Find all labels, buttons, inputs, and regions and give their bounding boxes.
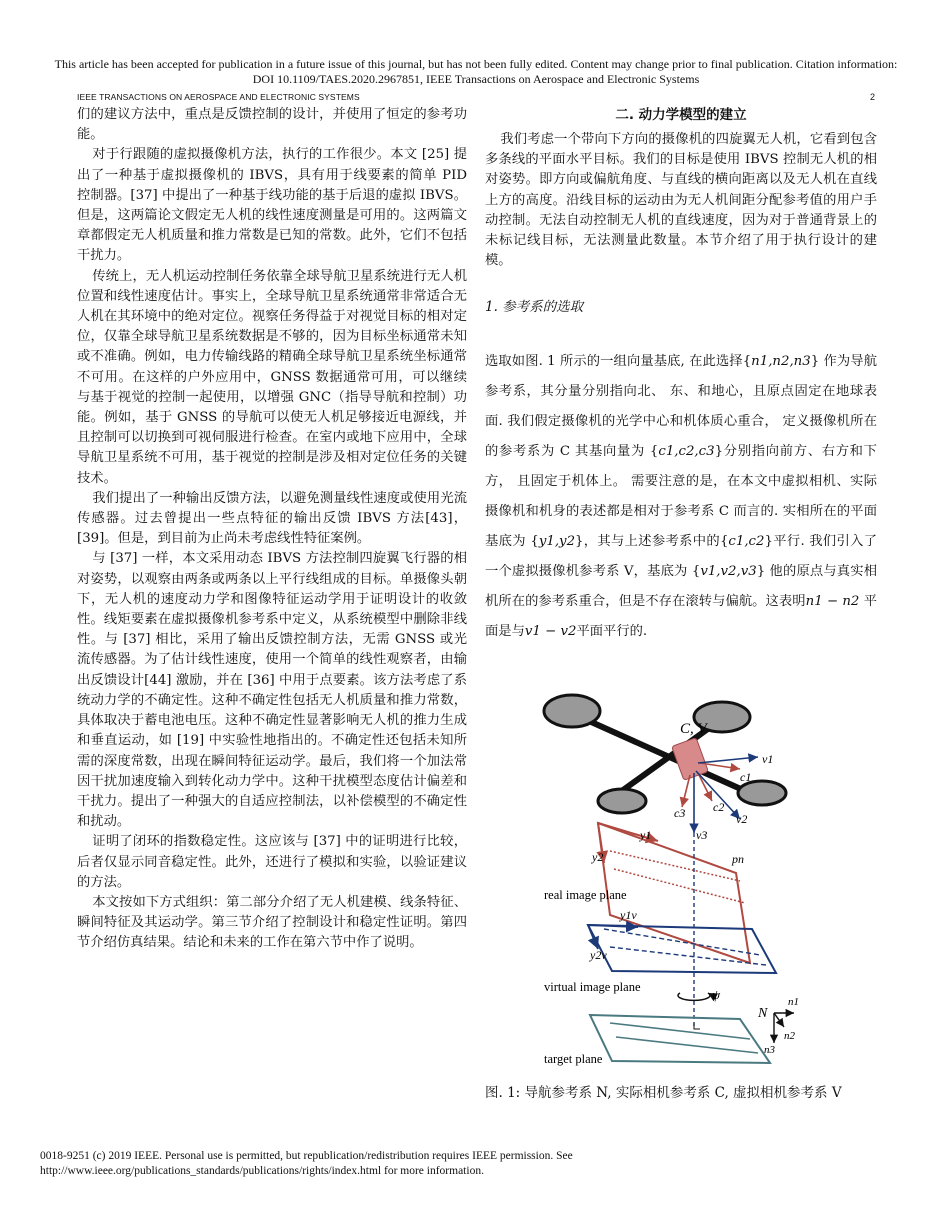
quadrotor-drone (544, 695, 786, 813)
label-v3: v3 (696, 828, 708, 842)
paragraph-2: 对于行跟随的虚拟摄像机方法，执行的工作很少。本文 [25] 提出了一种基于虚拟摄像机的 IBVS，具有用于线要素的简单 PID 控制器。[37] 中提出了一种基于线功能的基于后退的虚拟 IBVS。但是，这两篇论文假定无人机的线性速度测量是可用的。这两篇文章都假定无人机质量和推力常数是已知的常数。此外，它们不包括干扰力。 (77, 147, 467, 264)
text-b: } 作为导航参考系，其分量分别指向北、 东、和地心，且原点固定在地球表面. 我们假定摄像机的光学中心和机体质心重合， 定义摄像机所在的参考系为 C 其基向量为 { (485, 354, 877, 460)
right-column (485, 105, 877, 647)
reference-frames-figure (540, 693, 800, 1071)
paragraph-1: 们的建议方法中，重点是反馈控制的设计，并使用了恒定的参考功能。 (77, 107, 467, 143)
label-y2v: y2v (590, 948, 607, 962)
label-y1: y1 (640, 828, 652, 842)
math-c12-basis: c1,c2 (728, 534, 765, 550)
label-target-plane: target plane (544, 1052, 603, 1066)
label-psi: ψ (712, 987, 721, 1002)
label-real-image-plane: real image plane (544, 888, 627, 902)
label-c1: c1 (740, 770, 752, 784)
label-v2: v2 (736, 812, 748, 826)
label-cv: C, V (680, 721, 707, 737)
rotor-front-left (544, 695, 600, 727)
journal-name: IEEE TRANSACTIONS ON AEROSPACE AND ELECTRONIC SYSTEMS (77, 92, 360, 102)
footer-line-2: http://www.ieee.org/publications_standards/publications/rights/index.html for more information. (40, 1165, 484, 1177)
paragraph-3: 传统上，无人机运动控制任务依靠全球导航卫星系统进行无人机位置和线性速度估计。事实上，全球导航卫星系统通常非常适合无人机在其环境中的绝对定位。视察任务得益于对视觉目标的相对定位，仅靠全球导航卫星系统数据是不够的，因为目标坐标通常未知或不准确。例如，电力传输线路的精确全球导航卫星系统坐标通常不可用。在这样的户外应用中，GNSS 数据通常可用，可以继续与基于视觉的控制一起使用，以增强 GNC（指导导航和控制）功能。例如，基于 GNSS 的导航可以使无人机足够接近电源线，并且控制可以切换到可视伺服进行检查。在室内或地下应用中，全球导航卫星系统不可用，基于视觉的控制是涉及相对定位任务的关键技术。 (77, 268, 467, 486)
paragraph-6: 证明了闭环的指数稳定性。这应该与 [37] 中的证明进行比较，后者仅显示同音稳定性。此外，还进行了模拟和实验，以验证建议的方法。 (77, 834, 467, 890)
text-d: }，其与上述参考系中的{ (575, 534, 729, 550)
text-c: }分别指向前方、右方和下方， 且固定于机体上。 需要注意的是，在本文中虚拟相机、实际摄像机和机身的表述都是相对于参考系 C 而言的. 实相所在的平面基底为 { (485, 444, 877, 550)
math-n-plane: n1 − n2 (805, 594, 860, 610)
text-h: 平面平行的. (576, 624, 648, 640)
notice-line-1: This article has been accepted for publication in a future issue of this journal, but has not been fully edited. Content may change prior to final publication. Citation information: (54, 57, 898, 71)
paragraph-5: 与 [37] 一样，本文采用动态 IBVS 方法控制四旋翼飞行器的相对姿势，以观察由两条或两条以上平行线组成的目标。单摄像头朝下，无人机的速度动力学和图像特征运动学用于证明设计的收敛性。线矩要素在虚拟摄像机参考系中定义，从系统模型中删除非线性。与 [37] 相比，采用了输出反馈控制方法，无需 GNSS 或光流传感器。为了估计线性速度，使用一个简单的线性观察者，由输出反馈设计[44] 激励，并在 [36] 中用于点要素。该方法考虑了系统动力学的不确定性。这种不确定性包括无人机质量和推力常数，具体取决于蓄电池电压。这种不确定性显著影响无人机的推力生成和垂直运动，如 [19] 中实验性地指出的。不确定性还包括未知所需的深度常数，出现在瞬间特征运动学。最后，我们将一个加法常因干扰加速度输入到转化动力学中。这种干扰模型态度估计偏差和干扰力。提出了一种强大的自适应控制法，以补偿模型的不确定性和扰动。 (77, 551, 467, 830)
rotor-rear-right (738, 781, 786, 805)
paragraph-7: 本文按如下方式组织：第二部分介绍了无人机建模、线条特征、瞬间特征及其运动学。第三节介绍了控制设计和稳定性证明。第四节介绍仿真结果。结论和未来的工作在第六节中作了说明。 (77, 894, 467, 951)
drone-body (672, 738, 709, 781)
math-v-basis: v1,v2,v3 (700, 564, 757, 580)
text-f: } 他的原点与真实相机所在的参考系重合，但是不存在滚转与偏航。这表明 (485, 564, 878, 610)
label-virtual-image-plane: virtual image plane (544, 980, 641, 994)
copyright-footer (40, 1149, 573, 1179)
math-y-basis: y1,y2 (538, 534, 576, 550)
label-N: N (758, 1006, 768, 1021)
reference-frame-paragraph (485, 347, 877, 647)
section-intro: 我们考虑一个带向下方向的摄像机的四旋翼无人机，它看到包含多条线的平面水平目标。我们的目标是使用 IBVS 控制无人机的相对姿势。即方向或偏航角度、与直线的横向距离以及无人机在直线上方的高度。沿线目标的运动由为无人机间距分配参考值的用户手动控制。无法自动控制无人机的直线速度，因为对于普通背景上的未标记线目标，无法测量此数量。本节介绍了用于执行设计的建模。 (485, 132, 877, 269)
notice-line-2: DOI 10.1109/TAES.2020.2967851, IEEE Transactions on Aerospace and Electronic Systems (252, 72, 700, 86)
figure-caption: 图. 1: 导航参考系 N, 实际相机参考系 C, 虚拟相机参考系 V (485, 1085, 842, 1101)
left-column (77, 105, 467, 954)
page-number: 2 (870, 92, 876, 102)
label-y1v: y1v (620, 908, 637, 922)
label-n3: n3 (764, 1044, 775, 1056)
rotor-rear-left (598, 789, 646, 813)
label-n2: n2 (784, 1030, 795, 1042)
section-title: 二. 动力学模型的建立 (615, 107, 747, 123)
math-c-basis: c1,c2,c3 (658, 444, 715, 460)
label-c2: c2 (713, 800, 725, 814)
label-y2: y2 (592, 850, 604, 864)
math-n-basis: n1,n2,n3 (751, 354, 811, 370)
text-a: 选取如图. 1 所示的一组向量基底, 在此选择{ (485, 354, 752, 370)
label-pn: pn (732, 852, 744, 866)
subsection-title: 1. 参考系的选取 (485, 299, 584, 316)
label-c3: c3 (674, 806, 686, 820)
text-e: }平行. 我们引入了一个虚拟摄像机参考系 V，基底为 { (485, 534, 878, 580)
paragraph-4: 我们提出了一种输出反馈方法，以避免测量线性速度或使用光流传感器。过去曾提出一些点特征的输出反馈 IBVS 方法[43]，[39]。但是，到目前为止尚未考虑线性特征案例。 (77, 490, 467, 547)
label-v1: v1 (762, 752, 774, 766)
publication-notice (20, 57, 932, 87)
label-n1: n1 (788, 996, 799, 1008)
text-g: 平面是与 (485, 594, 877, 640)
footer-line-1: 0018-9251 (c) 2019 IEEE. Personal use is permitted, but republication/redistribution requires IEEE permission. See (40, 1150, 573, 1162)
math-v-plane: v1 − v2 (524, 624, 577, 640)
